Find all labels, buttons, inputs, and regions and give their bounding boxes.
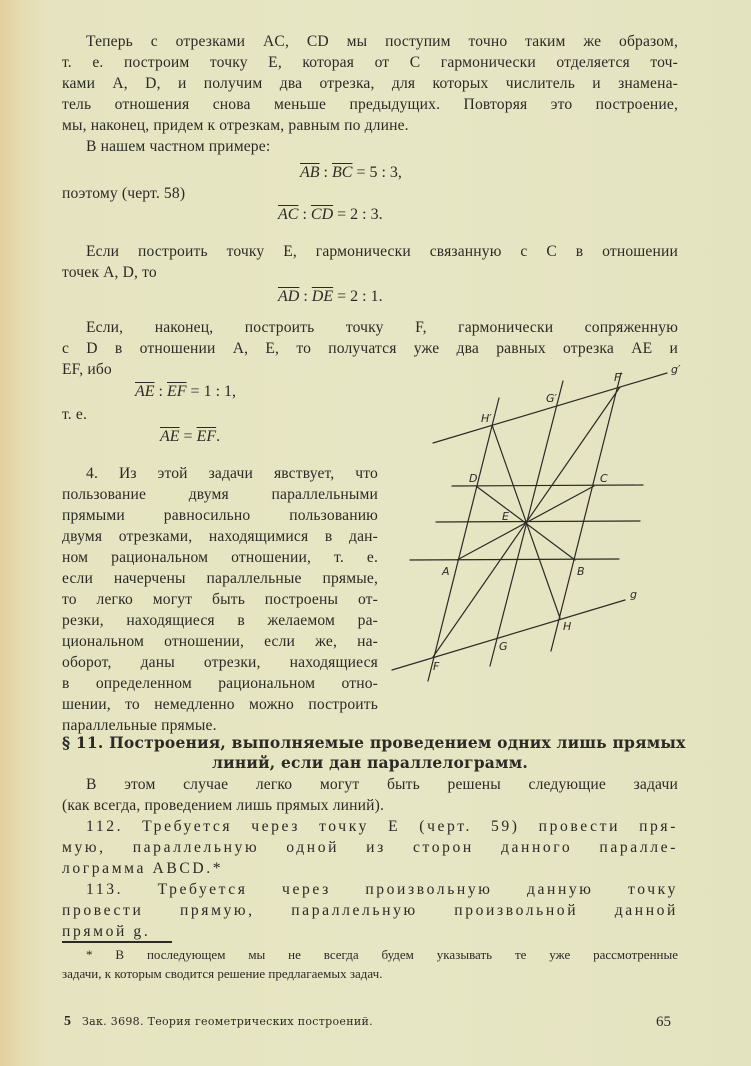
segment-cd: $\overline{CD}$ <box>310 206 334 223</box>
segment-bc: $\overline{BC}$ <box>332 164 353 181</box>
signature-mark: 5 <box>64 1014 71 1029</box>
label-a: A <box>442 565 450 578</box>
ratio-value: = 1 : 1, <box>190 383 237 400</box>
formula-prefix-te: т. е. <box>62 406 88 423</box>
paragraph-5-line: циональном отношении, если же, на- <box>62 633 378 650</box>
paragraph-3-line: точек A, D, то <box>62 264 157 281</box>
problem-113-line: 113. Требуется через произвольную данную точку <box>86 881 678 898</box>
paragraph-5-line: 4. Из этой задачи явствует, что <box>86 465 378 482</box>
problem-112-line: 112. Требуется через точку E (черт. 59) провести пря- <box>86 818 678 835</box>
paragraph-5-line: оборот, даны отрезки, находящиеся <box>62 654 378 671</box>
line-g <box>392 600 625 670</box>
formula-ad-de: $\overline{AD}$ : $\overline{DE} = 2$ : 1. <box>278 288 383 305</box>
paragraph-5-line: прямыми равносильно пользованию <box>62 507 378 524</box>
footnote-line: задачи, к которым сводится решение предлагаемых задач. <box>62 966 383 981</box>
problem-113-line: прямой g. <box>62 923 151 940</box>
problem-113-line: провести прямую, параллельную произвольной данной <box>62 902 678 919</box>
equals-sign: = <box>183 428 193 445</box>
paragraph-5-line: ном рациональном отношении, т. е. <box>62 549 378 566</box>
paragraph-5-line: параллельные прямые. <box>62 717 217 734</box>
segment-ef: $\overline{EF}$ <box>196 428 217 445</box>
paragraph-5-line: пользование двумя параллельными <box>62 486 378 503</box>
paragraph-1-line: Теперь с отрезками AC, CD мы поступим точно таким же образом, <box>86 33 678 50</box>
paragraph-5-line: резки, находящиеся в желаемом ра- <box>62 612 378 629</box>
footnote-divider <box>62 941 172 943</box>
segment-ad: $\overline{AD}$ <box>278 288 300 305</box>
page-number: 65 <box>656 1014 671 1030</box>
segment-de: $\overline{DE}$ <box>311 288 334 305</box>
label-b: B <box>577 565 585 578</box>
formula-ae-equals-ef: $\overline{AE} = \overline{EF}$. <box>160 428 221 445</box>
paragraph-1-line: тель отношения снова меньше предыдущих. Повторяя это построение, <box>62 96 678 113</box>
paragraph-1-line: ками A, D, и получим два отрезка, для которых числитель и знамена- <box>62 75 678 92</box>
paragraph-4-line: Если, наконец, построить точку F, гармонически сопряженную <box>86 319 678 336</box>
problem-112-line: мую, параллельную одной из сторон данного паралле- <box>62 839 678 856</box>
section-title-line-1: § 11. Построения, выполняемые проведением одних лишь прямых <box>62 733 686 752</box>
label-g-prime-point: G′ <box>546 392 558 405</box>
paragraph-4-line: с D в отношении A, E, то получатся уже два равных отрезка AE и <box>62 340 678 357</box>
line-dc <box>452 485 643 486</box>
imprint: Зак. 3698. Теория геометрических построений. <box>82 1015 373 1028</box>
section-title-line-2: линий, если дан параллелограмм. <box>212 753 528 772</box>
paragraph-4-line: EF, ибо <box>62 361 112 378</box>
segment-ae: $\overline{AE}$ <box>160 428 180 445</box>
label-f: F <box>433 660 440 673</box>
label-d: D <box>469 472 478 485</box>
line-left-side <box>428 398 499 681</box>
footnote-line: * В последующем мы не всегда будем указывать те уже рассмотренные <box>86 947 678 962</box>
paragraph-1-line: т. е. построим точку E, которая от C гармонически отделяется точ- <box>62 54 678 71</box>
label-g-point: G <box>499 640 508 653</box>
line-ab <box>410 559 619 560</box>
paragraph-2-intro: В нашем частном примере: <box>86 138 271 155</box>
segment-ae: $\overline{AE}$ <box>135 383 155 400</box>
ratio-value: = 5 : 3, <box>356 164 402 181</box>
segment-ac: $\overline{AC}$ <box>278 206 299 223</box>
paragraph-5-line: если начерчены параллельные прямые, <box>62 570 378 587</box>
paragraph-5-line: то легко могут быть построены от- <box>62 591 378 608</box>
label-e: E <box>502 510 509 523</box>
formula-ae-ef-ratio: $\overline{AE}$ : $\overline{EF} = 1$ : 1, <box>135 383 237 400</box>
label-c: C <box>600 472 608 485</box>
line-right-side <box>551 373 621 651</box>
formula-prefix: поэтому (черт. 58) <box>62 185 186 202</box>
paragraph-5-line: двумя отрезками, находящимися в дан- <box>62 528 378 545</box>
problem-112-line: лограмма ABCD.* <box>62 860 224 877</box>
label-f-prime: F′ <box>614 371 623 384</box>
formula-ac-cd: $\overline{AC}$ : $\overline{CD} = 2$ : 3. <box>278 206 383 223</box>
paragraph-6-line: В этом случае легко могут быть решены следующие задачи <box>86 776 678 793</box>
line-middle <box>436 521 640 522</box>
ratio-value: = 2 : 1. <box>337 288 383 305</box>
paragraph-5-line: в определенном рациональном отно- <box>62 675 378 692</box>
ratio-value: = 2 : 3. <box>337 206 383 223</box>
paragraph-5-line: шении, то немедленно можно построить <box>62 696 378 713</box>
segment-ef: $\overline{EF}$ <box>167 383 187 400</box>
paragraph-3-line: Если построить точку E, гармонически связанную с C в отношении <box>86 243 678 260</box>
segment-ab: $\overline{AB}$ <box>300 164 320 181</box>
paragraph-6-line: (как всегда, проведением лишь прямых линий). <box>62 797 385 814</box>
line-c-a <box>457 486 594 560</box>
label-g: g <box>630 588 637 601</box>
formula-ab-bc: $\overline{AB}$ : $\overline{BC} = 5$ : 3, <box>300 164 402 181</box>
label-h: H <box>563 620 572 633</box>
paragraph-1-line: мы, наконец, придем к отрезкам, равным по длине. <box>62 117 409 134</box>
label-g-prime: g′ <box>671 363 681 376</box>
label-h-prime: H′ <box>481 412 492 425</box>
